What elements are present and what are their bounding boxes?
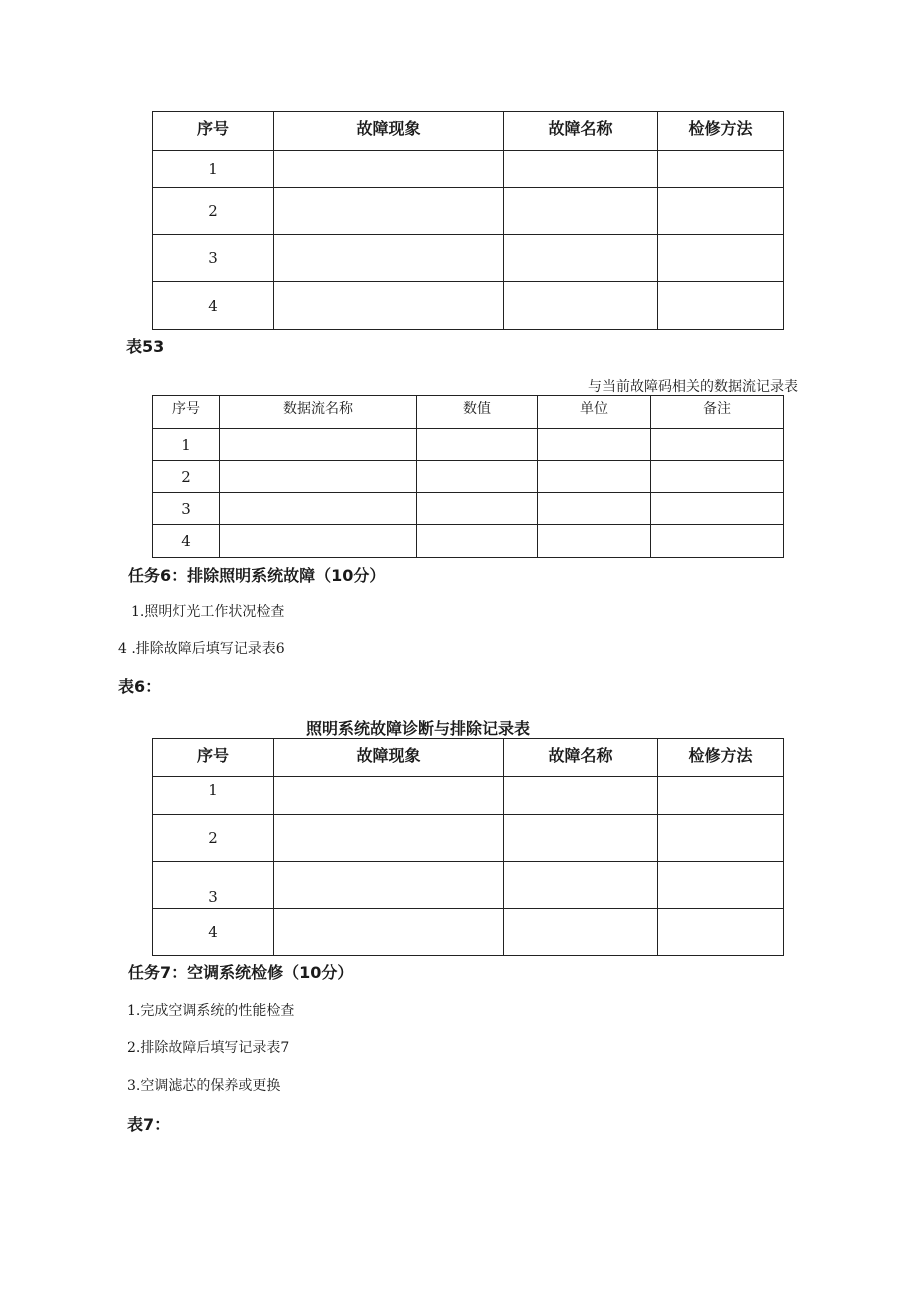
- table-53-label: 表53: [126, 337, 165, 356]
- remarks-cell[interactable]: [651, 493, 784, 525]
- table-row: [153, 461, 784, 493]
- unit-cell[interactable]: [538, 429, 651, 461]
- table-row: [153, 909, 784, 956]
- repair-method-cell[interactable]: [658, 282, 784, 330]
- table-row: [153, 429, 784, 461]
- task-7-item-3: 3.空调滤芯的保养或更换: [127, 1078, 281, 1094]
- lighting-table-caption: 照明系统故障诊断与排除记录表: [306, 719, 531, 738]
- stream-name-cell[interactable]: [220, 429, 417, 461]
- col-header-value: 数值: [417, 396, 538, 429]
- symptom-cell[interactable]: [274, 282, 504, 330]
- row-index: 1: [153, 151, 274, 188]
- lighting-fault-table: [152, 738, 784, 956]
- col-header-symptom: 故障现象: [274, 739, 504, 777]
- repair-method-cell[interactable]: [658, 151, 784, 188]
- table-row: [153, 235, 784, 282]
- unit-cell[interactable]: [538, 525, 651, 558]
- task-6-heading: 任务6：排除照明系统故障（10分）: [128, 566, 386, 585]
- row-index: 2: [153, 188, 274, 235]
- task-6-item-2: 4 .排除故障后填写记录表6: [118, 641, 285, 657]
- stream-name-cell[interactable]: [220, 493, 417, 525]
- fault-name-cell[interactable]: [504, 151, 658, 188]
- table-row: [153, 188, 784, 235]
- table-row: [153, 815, 784, 862]
- task-7-item-1: 1.完成空调系统的性能检查: [127, 1003, 295, 1019]
- repair-method-cell[interactable]: [658, 188, 784, 235]
- data-stream-table: [152, 395, 784, 558]
- table-row: [153, 777, 784, 815]
- value-cell[interactable]: [417, 429, 538, 461]
- unit-cell[interactable]: [538, 493, 651, 525]
- row-index: 4: [153, 525, 220, 558]
- symptom-cell[interactable]: [274, 862, 504, 909]
- col-header-stream-name: 数据流名称: [220, 396, 417, 429]
- unit-cell[interactable]: [538, 461, 651, 493]
- value-cell[interactable]: [417, 525, 538, 558]
- table-row: [153, 282, 784, 330]
- symptom-cell[interactable]: [274, 188, 504, 235]
- value-cell[interactable]: [417, 461, 538, 493]
- col-header-fault-name: 故障名称: [504, 739, 658, 777]
- symptom-cell[interactable]: [274, 151, 504, 188]
- fault-name-cell[interactable]: [504, 235, 658, 282]
- row-index: 2: [153, 461, 220, 493]
- col-header-remarks: 备注: [651, 396, 784, 429]
- row-index: 3: [153, 862, 274, 909]
- col-header-unit: 单位: [538, 396, 651, 429]
- symptom-cell[interactable]: [274, 777, 504, 815]
- col-header-index: 序号: [153, 396, 220, 429]
- row-index: 1: [153, 429, 220, 461]
- row-index: 3: [153, 493, 220, 525]
- row-index: 3: [153, 235, 274, 282]
- col-header-repair-method: 检修方法: [658, 112, 784, 151]
- task-7-heading: 任务7：空调系统检修（10分）: [128, 963, 354, 982]
- remarks-cell[interactable]: [651, 525, 784, 558]
- row-index: 4: [153, 282, 274, 330]
- data-stream-table-caption: 与当前故障码相关的数据流记录表: [588, 379, 798, 395]
- table-row: [153, 525, 784, 558]
- table-row: [153, 151, 784, 188]
- fault-name-cell[interactable]: [504, 282, 658, 330]
- repair-method-cell[interactable]: [658, 862, 784, 909]
- remarks-cell[interactable]: [651, 461, 784, 493]
- fault-name-cell[interactable]: [504, 815, 658, 862]
- row-index: 1: [153, 777, 274, 815]
- stream-name-cell[interactable]: [220, 525, 417, 558]
- fault-name-cell[interactable]: [504, 909, 658, 956]
- fault-record-table-1: [152, 111, 784, 330]
- table-7-label: 表7：: [127, 1115, 171, 1134]
- row-index: 4: [153, 909, 274, 956]
- table-row: [153, 493, 784, 525]
- value-cell[interactable]: [417, 493, 538, 525]
- task-7-item-2: 2.排除故障后填写记录表7: [127, 1040, 290, 1056]
- repair-method-cell[interactable]: [658, 777, 784, 815]
- stream-name-cell[interactable]: [220, 461, 417, 493]
- col-header-symptom: 故障现象: [274, 112, 504, 151]
- row-index: 2: [153, 815, 274, 862]
- symptom-cell[interactable]: [274, 815, 504, 862]
- col-header-index: 序号: [153, 112, 274, 151]
- col-header-repair-method: 检修方法: [658, 739, 784, 777]
- symptom-cell[interactable]: [274, 235, 504, 282]
- task-6-item-1: 1.照明灯光工作状况检查: [131, 604, 285, 620]
- repair-method-cell[interactable]: [658, 909, 784, 956]
- fault-name-cell[interactable]: [504, 777, 658, 815]
- symptom-cell[interactable]: [274, 909, 504, 956]
- col-header-index: 序号: [153, 739, 274, 777]
- col-header-fault-name: 故障名称: [504, 112, 658, 151]
- repair-method-cell[interactable]: [658, 235, 784, 282]
- repair-method-cell[interactable]: [658, 815, 784, 862]
- fault-name-cell[interactable]: [504, 862, 658, 909]
- table-row: [153, 862, 784, 909]
- fault-name-cell[interactable]: [504, 188, 658, 235]
- table-6-label: 表6：: [118, 677, 162, 696]
- remarks-cell[interactable]: [651, 429, 784, 461]
